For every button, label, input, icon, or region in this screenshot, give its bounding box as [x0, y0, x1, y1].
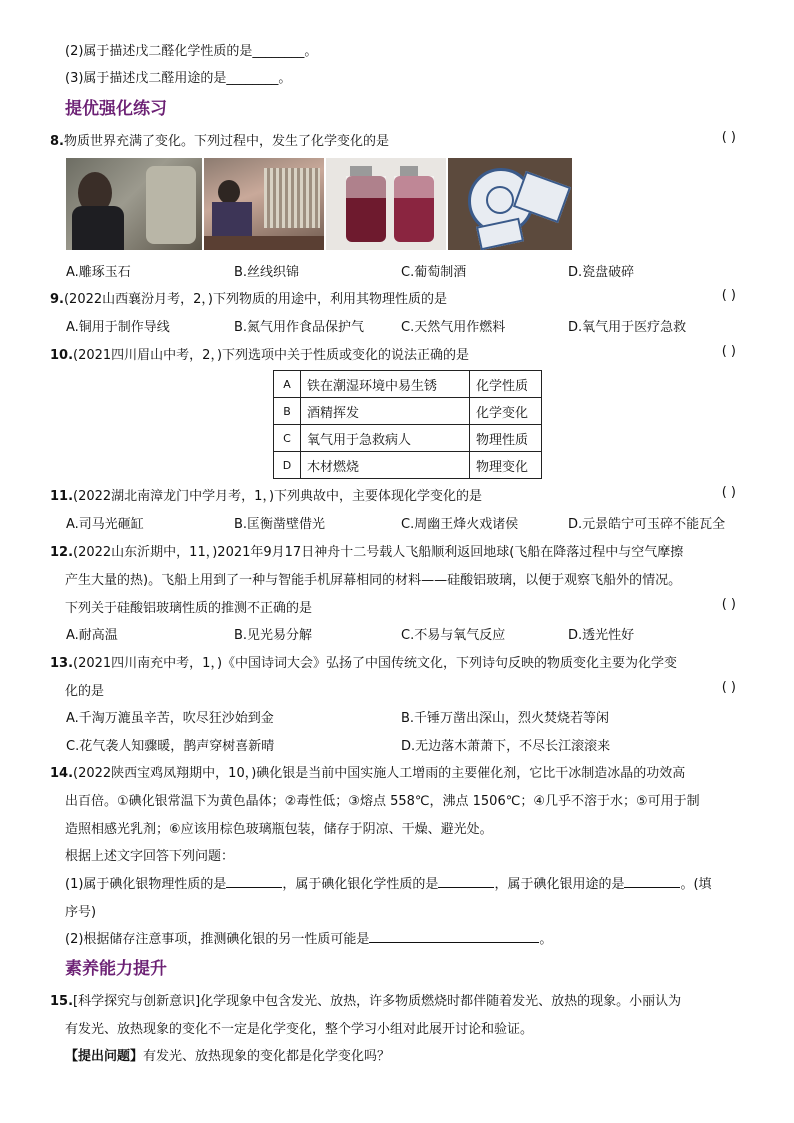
q13-text-line2: 化的是	[65, 684, 105, 699]
row-classification: 化学变化	[470, 398, 542, 425]
photo-silk-weaving	[204, 158, 324, 250]
photo-jade-carving	[66, 158, 202, 250]
q14-sub1-text-a: (1)属于碘化银物理性质的是	[65, 877, 227, 892]
q15-stem-line1	[50, 990, 681, 1009]
q14-sub2	[65, 928, 552, 947]
q14-sub1-text-e: 序号)	[65, 905, 97, 920]
q12-number: 12.	[50, 545, 74, 560]
q8-option-a[interactable]: A.雕琢玉石	[66, 265, 131, 280]
q9-option-d[interactable]: D.氧气用于医疗急救	[568, 320, 687, 335]
prev-q2: (2)属于描述戊二醛化学性质的是________。	[65, 44, 318, 59]
q12-option-c[interactable]: C.不易与氧气反应	[401, 628, 506, 643]
q11-option-d[interactable]: D.元景皓宁可玉碎不能瓦全	[568, 517, 726, 532]
q14-text-line3: 造照相感光乳剂；⑥应该用棕色玻璃瓶包装，储存于阴凉、干燥、避光处。	[65, 822, 493, 837]
q14-text-line2: 出百倍。①碘化银常温下为黄色晶体；②毒性低；③熔点 558℃，沸点 1506℃；④几乎不溶于水；⑤可用于制	[65, 794, 700, 809]
q15-text-line3	[65, 1045, 390, 1064]
q12-option-b[interactable]: B.见光易分解	[234, 628, 313, 643]
q13-option-a[interactable]: A.千淘万漉虽辛苦，吹尽狂沙始到金	[66, 711, 274, 726]
q14-stem-line1	[50, 762, 685, 781]
q14-text-line4: 根据上述文字回答下列问题：	[65, 849, 235, 864]
section-heading-competency: 素养能力提升	[65, 959, 167, 979]
q14-sub1-text-c: ，属于碘化银用途的是	[494, 877, 625, 892]
q8-stem	[50, 130, 389, 149]
table-row[interactable]	[274, 371, 542, 398]
row-key: C	[274, 425, 301, 452]
q13-option-d[interactable]: D.无边落木萧萧下，不尽长江滚滚来	[401, 739, 611, 754]
q14-chemical-property-blank[interactable]	[438, 875, 494, 888]
row-description: 酒精挥发	[301, 398, 470, 425]
prev-q3: (3)属于描述戊二醛用途的是________。	[65, 71, 292, 86]
q9-stem	[50, 288, 447, 307]
q12-text-line3: 下列关于硅酸铝玻璃性质的推测不正确的是	[65, 601, 313, 616]
q10-text: (2021四川眉山中考，2，)下列选项中关于性质或变化的说法正确的是	[73, 348, 470, 363]
q13-number: 13.	[50, 656, 74, 671]
q10-answer-paren: ( )	[721, 344, 736, 359]
q9-option-b[interactable]: B.氮气用作食品保护气	[234, 320, 365, 335]
q11-answer-paren: ( )	[721, 485, 736, 500]
q11-option-a[interactable]: A.司马光砸缸	[66, 517, 144, 532]
q11-option-c[interactable]: C.周幽王烽火戏诸侯	[401, 517, 519, 532]
q9-answer-paren: ( )	[721, 288, 736, 303]
row-description: 铁在潮湿环境中易生锈	[301, 371, 470, 398]
q14-other-property-blank[interactable]	[369, 930, 539, 943]
q8-number: 8.	[50, 134, 64, 149]
q11-text: (2022湖北南漳龙门中学月考，1，)下列典故中，主要体现化学变化的是	[73, 489, 483, 504]
q14-use-blank[interactable]	[624, 875, 680, 888]
q12-answer-paren: ( )	[721, 597, 736, 612]
q9-option-c[interactable]: C.天然气用作燃料	[401, 320, 506, 335]
q15-raise-question-text: 有发光、放热现象的变化都是化学变化吗？	[143, 1049, 391, 1064]
row-classification: 化学性质	[470, 371, 542, 398]
table-row[interactable]	[274, 425, 542, 452]
q13-option-b[interactable]: B.千锤万凿出深山，烈火焚烧若等闲	[401, 711, 610, 726]
row-key: B	[274, 398, 301, 425]
q10-stem	[50, 344, 469, 363]
q14-physical-property-blank[interactable]	[226, 875, 282, 888]
q15-text-line2: 有发光、放热现象的变化不一定是化学变化，整个学习小组对此展开讨论和验证。	[65, 1022, 534, 1037]
q12-stem-line1	[50, 541, 683, 560]
q14-sub2-text-b: 。	[539, 932, 553, 947]
q15-text-line1: [科学探究与创新意识]化学现象中包含发光、放热，许多物质燃烧时都伴随着发光、放热的现象。小丽认为	[73, 994, 682, 1009]
q9-number: 9.	[50, 292, 64, 307]
q8-option-c[interactable]: C.葡萄制酒	[401, 265, 467, 280]
row-classification: 物理变化	[470, 452, 542, 479]
q14-text-line1: (2022陕西宝鸡凤翔期中，10，)碘化银是当前中国实施人工增雨的主要催化剂，它比干冰制造冰晶的功效高	[73, 766, 686, 781]
q14-sub1-text-b: ，属于碘化银化学性质的是	[282, 877, 439, 892]
q13-option-c[interactable]: C.花气袭人知骤暖，鹊声穿树喜新晴	[66, 739, 275, 754]
q13-stem-line1	[50, 652, 677, 671]
row-key: A	[274, 371, 301, 398]
q11-stem	[50, 485, 482, 504]
table-row[interactable]	[274, 398, 542, 425]
q12-option-a[interactable]: A.耐高温	[66, 628, 118, 643]
row-key: D	[274, 452, 301, 479]
q14-sub1	[65, 873, 712, 892]
row-classification: 物理性质	[470, 425, 542, 452]
q9-option-a[interactable]: A.铜用于制作导线	[66, 320, 170, 335]
q14-sub2-text-a: (2)根据储存注意事项，推测碘化银的另一性质可能是	[65, 932, 370, 947]
q11-number: 11.	[50, 489, 74, 504]
q9-text: (2022山西襄汾月考，2，)下列物质的用途中，利用其物理性质的是	[63, 292, 447, 307]
table-row[interactable]	[274, 452, 542, 479]
q10-options-table	[273, 370, 542, 479]
q13-answer-paren: ( )	[721, 680, 736, 695]
q8-answer-paren: ( )	[721, 130, 736, 145]
photo-grape-wine	[326, 158, 446, 250]
q8-option-b[interactable]: B.丝线织锦	[234, 265, 300, 280]
q12-text-line2: 产生大量的热)。飞船上用到了一种与智能手机屏幕相同的材料——硅酸铝玻璃，以便于观察飞船外的情况。	[65, 573, 682, 588]
row-description: 木材燃烧	[301, 452, 470, 479]
q12-option-d[interactable]: D.透光性好	[568, 628, 635, 643]
q8-text: 物质世界充满了变化。下列过程中，发生了化学变化的是	[63, 134, 389, 149]
q14-sub1-text-d: 。(填	[680, 877, 712, 892]
photo-broken-plate	[448, 158, 572, 250]
q13-text-line1: (2021四川南充中考，1，)《中国诗词大会》弘扬了中国传统文化，下列诗句反映的物质变化主要为化学变	[73, 656, 678, 671]
q8-option-d[interactable]: D.瓷盘破碎	[568, 265, 635, 280]
q14-number: 14.	[50, 766, 74, 781]
q15-number: 15.	[50, 994, 74, 1009]
row-description: 氧气用于急救病人	[301, 425, 470, 452]
section-heading-practice: 提优强化练习	[65, 99, 167, 119]
q12-text-line1: (2022山东沂期中，11，)2021年9月17日神舟十二号载人飞船顺利返回地球(飞船在降落过程中与空气摩擦	[73, 545, 684, 560]
q10-number: 10.	[50, 348, 74, 363]
q15-raise-question-label: 【提出问题】	[65, 1049, 144, 1064]
q11-option-b[interactable]: B.匡衡凿壁借光	[234, 517, 326, 532]
